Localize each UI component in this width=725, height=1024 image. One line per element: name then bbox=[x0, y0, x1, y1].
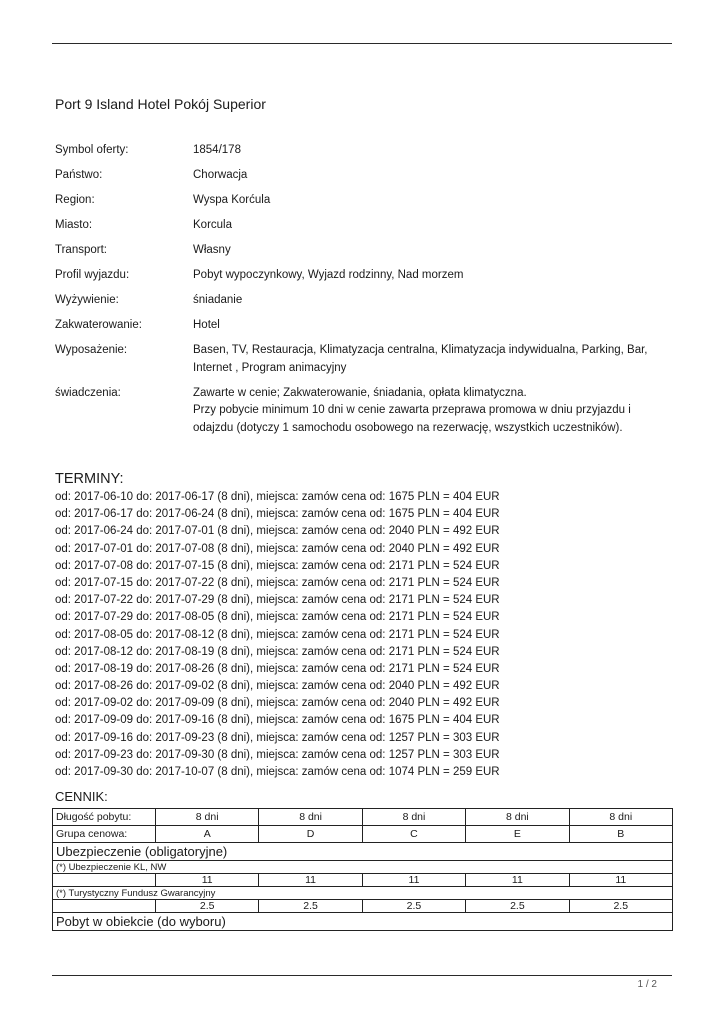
term-line: od: 2017-06-24 do: 2017-07-01 (8 dni), miejsca: zamów cena od: 2040 PLN = 492 EUR bbox=[55, 525, 500, 538]
spec-value bbox=[193, 142, 655, 160]
group-cell: C bbox=[362, 826, 465, 843]
insurance-heading-row bbox=[53, 843, 673, 861]
insurance-value-cell: 11 bbox=[156, 874, 259, 887]
term-line: od: 2017-07-15 do: 2017-07-22 (8 dni), miejsca: zamów cena od: 2171 PLN = 524 EUR bbox=[55, 576, 500, 589]
spec-value-paragraph: Pobyt wypoczynkowy, Wyjazd rodzinny, Nad morzem bbox=[193, 269, 464, 281]
cennik-heading: CENNIK: bbox=[55, 789, 108, 804]
spec-value-paragraph: Chorwacja bbox=[193, 169, 248, 181]
spec-value-paragraph: Wyspa Korćula bbox=[193, 194, 271, 206]
spec-label: Wyżywienie: bbox=[55, 294, 119, 306]
offer-specs bbox=[55, 142, 655, 445]
spec-row bbox=[55, 342, 655, 377]
fund-value-cell: 2.5 bbox=[569, 900, 672, 913]
page-number: 1 / 2 bbox=[637, 979, 657, 990]
term-line: od: 2017-08-26 do: 2017-09-02 (8 dni), miejsca: zamów cena od: 2040 PLN = 492 EUR bbox=[55, 680, 500, 693]
term-line: od: 2017-07-29 do: 2017-08-05 (8 dni), miejsca: zamów cena od: 2171 PLN = 524 EUR bbox=[55, 611, 500, 624]
spec-label: Miasto: bbox=[55, 219, 93, 231]
spec-label: Zakwaterowanie: bbox=[55, 319, 142, 331]
insurance-item: (*) Ubezpieczenie KL, NW bbox=[53, 861, 673, 874]
spec-value bbox=[193, 317, 655, 335]
term-line: od: 2017-08-12 do: 2017-08-19 (8 dni), miejsca: zamów cena od: 2171 PLN = 524 EUR bbox=[55, 645, 500, 658]
group-cell: E bbox=[466, 826, 569, 843]
spec-value-paragraph: Zawarte w cenie; Zakwaterowanie, śniadania, opłata klimatyczna. bbox=[193, 386, 527, 399]
stay-heading-row bbox=[53, 913, 673, 931]
duration-cell: 8 dni bbox=[362, 809, 465, 826]
spec-row bbox=[55, 317, 655, 335]
group-row bbox=[53, 826, 673, 843]
group-cell: A bbox=[156, 826, 259, 843]
spec-label: świadczenia: bbox=[55, 386, 121, 399]
spec-row bbox=[55, 167, 655, 185]
fund-value-cell: 2.5 bbox=[466, 900, 569, 913]
spec-label: Transport: bbox=[55, 244, 107, 256]
spec-row bbox=[55, 142, 655, 160]
spec-value-paragraph: śniadanie bbox=[193, 294, 243, 306]
spec-value bbox=[193, 167, 655, 185]
spec-value bbox=[193, 267, 655, 285]
fund-value-cell: 2.5 bbox=[156, 900, 259, 913]
spec-value-paragraph: Hotel bbox=[193, 319, 220, 331]
fund-value-cell: 2.5 bbox=[362, 900, 465, 913]
insurance-value-cell: 11 bbox=[259, 874, 362, 887]
spec-value bbox=[193, 292, 655, 310]
spec-row bbox=[55, 292, 655, 310]
term-line: od: 2017-09-30 do: 2017-10-07 (8 dni), miejsca: zamów cena od: 1074 PLN = 259 EUR bbox=[55, 766, 500, 778]
spec-value bbox=[193, 217, 655, 235]
price-table bbox=[52, 808, 673, 931]
terminy-heading: TERMINY: bbox=[55, 471, 124, 487]
spec-value bbox=[193, 385, 655, 438]
duration-cell: 8 dni bbox=[259, 809, 362, 826]
stay-heading: Pobyt w obiekcie (do wyboru) bbox=[53, 913, 673, 931]
spec-value-paragraph: Basen, TV, Restauracja, Klimatyzacja centralna, Klimatyzacja indywidualna, Parking, Bar, Internet , Program animacyjny bbox=[193, 344, 648, 374]
term-line: od: 2017-08-05 do: 2017-08-12 (8 dni), miejsca: zamów cena od: 2171 PLN = 524 EUR bbox=[55, 628, 500, 641]
spec-row bbox=[55, 385, 655, 438]
spec-value-paragraph: Korcula bbox=[193, 219, 232, 231]
terminy-list bbox=[55, 489, 665, 781]
insurance-item-row bbox=[53, 861, 673, 874]
fund-values-row bbox=[53, 900, 673, 913]
insurance-value-cell: 11 bbox=[362, 874, 465, 887]
spec-label: Państwo: bbox=[55, 169, 103, 181]
spec-label: Region: bbox=[55, 194, 95, 206]
spec-value bbox=[193, 242, 655, 260]
insurance-value-cell: 11 bbox=[466, 874, 569, 887]
fund-value-cell: 2.5 bbox=[259, 900, 362, 913]
term-line: od: 2017-09-23 do: 2017-09-30 (8 dni), miejsca: zamów cena od: 1257 PLN = 303 EUR bbox=[55, 748, 500, 761]
spec-label: Wyposażenie: bbox=[55, 344, 128, 356]
term-line: od: 2017-09-16 do: 2017-09-23 (8 dni), miejsca: zamów cena od: 1257 PLN = 303 EUR bbox=[55, 731, 500, 744]
group-cell: B bbox=[569, 826, 672, 843]
duration-cell: 8 dni bbox=[466, 809, 569, 826]
group-label: Grupa cenowa: bbox=[53, 826, 156, 843]
spec-label: Profil wyjazdu: bbox=[55, 269, 130, 281]
duration-row bbox=[53, 809, 673, 826]
duration-cell: 8 dni bbox=[569, 809, 672, 826]
spec-row bbox=[55, 217, 655, 235]
term-line: od: 2017-06-17 do: 2017-06-24 (8 dni), miejsca: zamów cena od: 1675 PLN = 404 EUR bbox=[55, 508, 500, 521]
spec-row bbox=[55, 192, 655, 210]
footer-rule bbox=[52, 975, 672, 976]
fund-item: (*) Turystyczny Fundusz Gwarancyjny bbox=[53, 887, 673, 900]
spec-value bbox=[193, 192, 655, 210]
insurance-heading: Ubezpieczenie (obligatoryjne) bbox=[53, 843, 673, 861]
term-line: od: 2017-09-02 do: 2017-09-09 (8 dni), miejsca: zamów cena od: 2040 PLN = 492 EUR bbox=[55, 697, 500, 710]
term-line: od: 2017-07-01 do: 2017-07-08 (8 dni), miejsca: zamów cena od: 2040 PLN = 492 EUR bbox=[55, 542, 500, 555]
term-line: od: 2017-09-09 do: 2017-09-16 (8 dni), miejsca: zamów cena od: 1675 PLN = 404 EUR bbox=[55, 714, 500, 727]
spec-row bbox=[55, 267, 655, 285]
group-cell: D bbox=[259, 826, 362, 843]
spec-value bbox=[193, 342, 655, 377]
term-line: od: 2017-06-10 do: 2017-06-17 (8 dni), miejsca: zamów cena od: 1675 PLN = 404 EUR bbox=[55, 491, 500, 503]
empty-cell bbox=[53, 900, 156, 913]
spec-label: Symbol oferty: bbox=[55, 144, 129, 156]
empty-cell bbox=[53, 874, 156, 887]
fund-item-row bbox=[53, 887, 673, 900]
insurance-values-row bbox=[53, 874, 673, 887]
spec-value-paragraph: Przy pobycie minimum 10 dni w cenie zawarta przeprawa promowa w dniu przyjazdu i odajzdu (dotyczy 1 samochodu osobowego na rezerwację, wszystkich uczestników). bbox=[193, 404, 631, 434]
page-title: Port 9 Island Hotel Pokój Superior bbox=[55, 96, 266, 112]
insurance-value-cell: 11 bbox=[569, 874, 672, 887]
header-rule bbox=[52, 43, 672, 44]
term-line: od: 2017-07-08 do: 2017-07-15 (8 dni), miejsca: zamów cena od: 2171 PLN = 524 EUR bbox=[55, 559, 500, 572]
duration-cell: 8 dni bbox=[156, 809, 259, 826]
duration-label: Długość pobytu: bbox=[53, 809, 156, 826]
term-line: od: 2017-08-19 do: 2017-08-26 (8 dni), miejsca: zamów cena od: 2171 PLN = 524 EUR bbox=[55, 662, 500, 675]
spec-value-paragraph: Własny bbox=[193, 244, 231, 256]
spec-value-paragraph: 1854/178 bbox=[193, 144, 241, 156]
spec-row bbox=[55, 242, 655, 260]
term-line: od: 2017-07-22 do: 2017-07-29 (8 dni), miejsca: zamów cena od: 2171 PLN = 524 EUR bbox=[55, 594, 500, 607]
